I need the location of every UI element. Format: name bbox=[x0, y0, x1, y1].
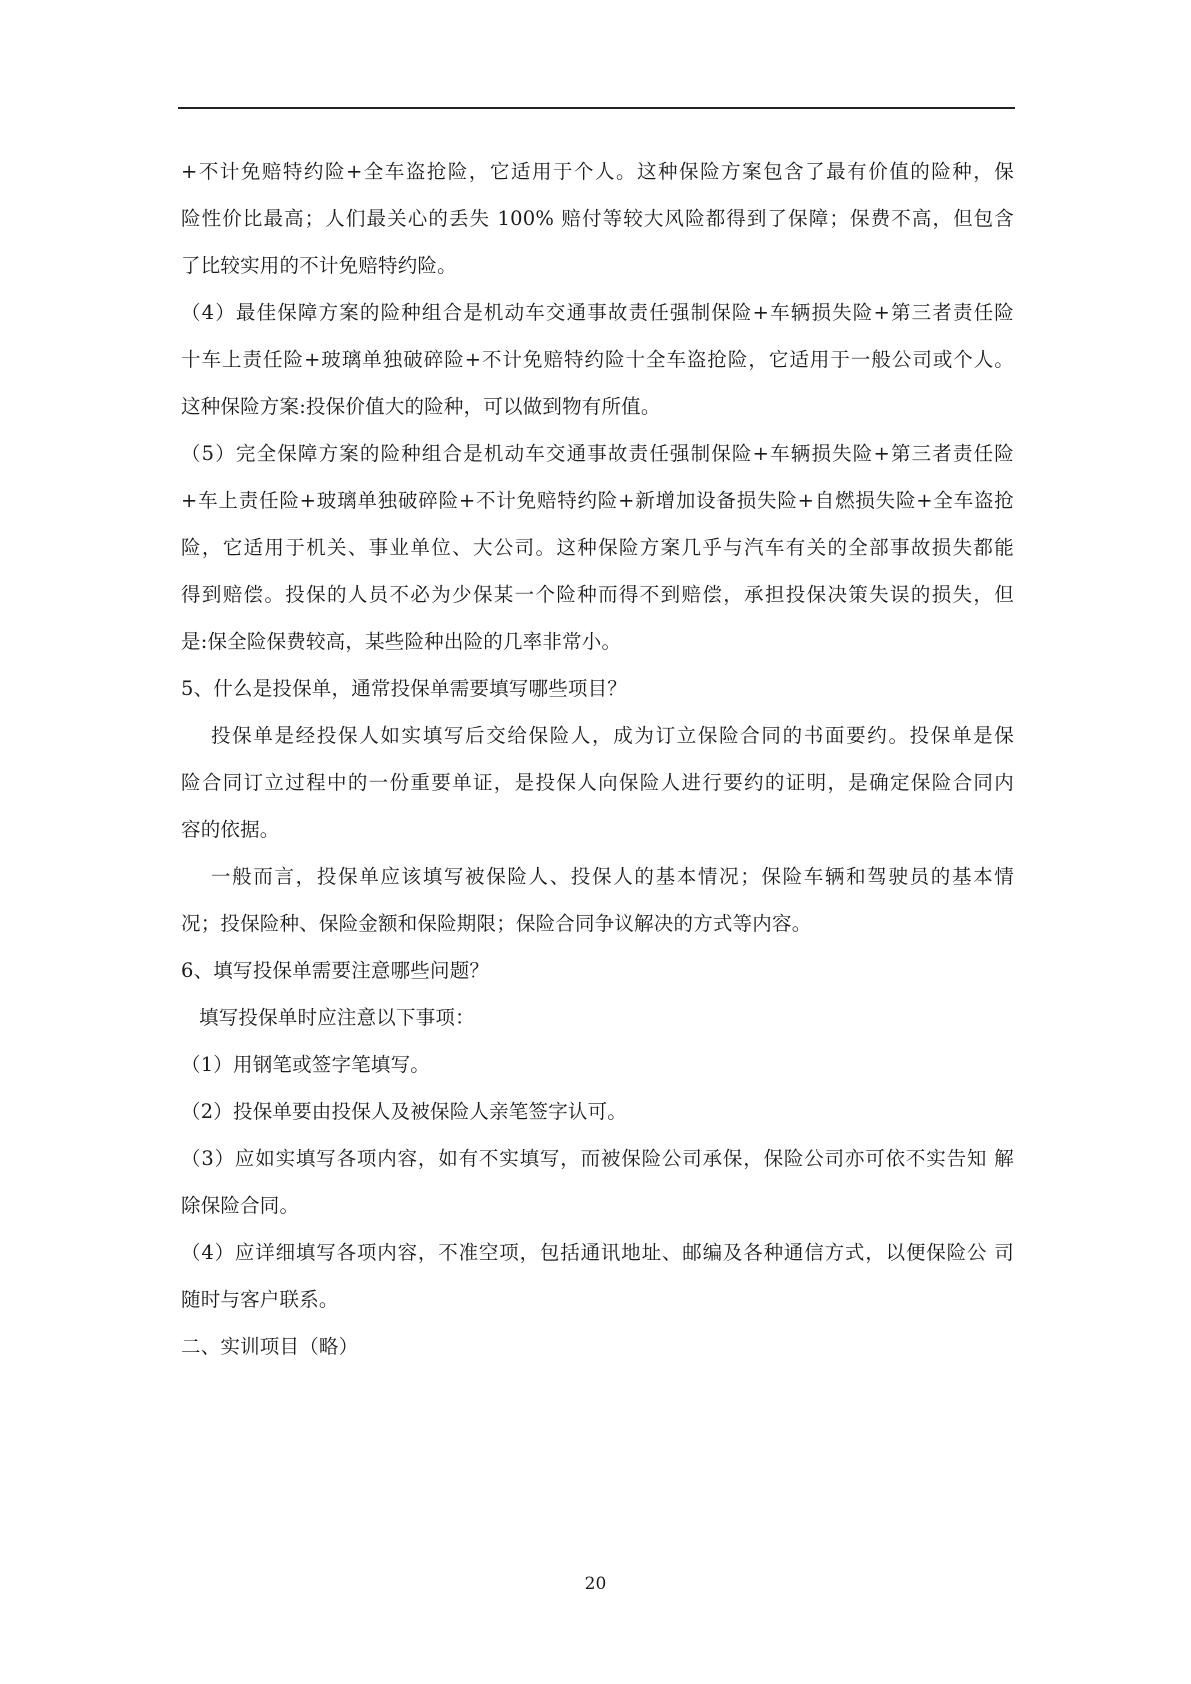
text-line: 得到赔偿。投保的人员不必为少保某一个险种而得不到赔偿，承担投保决策失误的损失，但 bbox=[181, 583, 1014, 606]
section-heading: 6、填写投保单需要注意哪些问题？ bbox=[181, 959, 490, 982]
list-item: （4）应详细填写各项内容，不准空项，包括通讯地址、邮编及各种通信方式，以便保险公 司 bbox=[181, 1241, 1014, 1264]
header-rule bbox=[178, 107, 1015, 109]
section-heading: 5、什么是投保单，通常投保单需要填写哪些项目？ bbox=[181, 677, 628, 700]
text-line: 是:保全险保费较高，某些险种出险的几率非常小。 bbox=[181, 630, 622, 653]
text-line: 况；投保险种、保险金额和保险期限；保险合同争议解决的方式等内容。 bbox=[181, 912, 812, 935]
list-item: （1）用钢笔或签字笔填写。 bbox=[181, 1053, 431, 1076]
text-line: 险合同订立过程中的一份重要单证，是投保人向保险人进行要约的证明，是确定保险合同内 bbox=[181, 771, 1014, 794]
text-line: 这种保险方案:投保价值大的险种，可以做到物有所值。 bbox=[181, 395, 661, 418]
text-line: 随时与客户联系。 bbox=[181, 1288, 339, 1311]
text-line: 险性价比最高；人们最关心的丢失 100% 赔付等较大风险都得到了保障；保费不高，但包含 bbox=[181, 207, 1014, 230]
text-line: 容的依据。 bbox=[181, 818, 280, 841]
text-line: 除保险合同。 bbox=[181, 1194, 300, 1217]
document-body bbox=[181, 148, 1014, 1370]
text-line: 险，它适用于机关、事业单位、大公司。这种保险方案几乎与汽车有关的全部事故损失都能 bbox=[181, 536, 1014, 559]
text-line: +不计免赔特约险+全车盗抢险，它适用于个人。这种保险方案包含了最有价值的险种，保 bbox=[181, 160, 1014, 183]
page-number: 20 bbox=[584, 1574, 607, 1594]
text-line: （4）最佳保障方案的险种组合是机动车交通事故责任强制保险+车辆损失险+第三者责任险 bbox=[181, 301, 1014, 324]
text-line: 填写投保单时应注意以下事项： bbox=[199, 1006, 475, 1029]
text-line: 了比较实用的不计免赔特约险。 bbox=[181, 254, 457, 277]
text-line: 投保单是经投保人如实填写后交给保险人，成为订立保险合同的书面要约。投保单是保 bbox=[211, 724, 1014, 747]
text-line: （5）完全保障方案的险种组合是机动车交通事故责任强制保险+车辆损失险+第三者责任险 bbox=[181, 442, 1014, 465]
text-line: +车上责任险+玻璃单独破碎险+不计免赔特约险+新增加设备损失险+自燃损失险+全车盗抢 bbox=[181, 489, 1014, 512]
list-item: （2）投保单要由投保人及被保险人亲笔签字认可。 bbox=[181, 1100, 628, 1123]
text-line: 十车上责任险+玻璃单独破碎险+不计免赔特约险十全车盗抢险，它适用于一般公司或个人。 bbox=[181, 348, 1014, 371]
list-item: （3）应如实填写各项内容，如有不实填写，而被保险公司承保，保险公司亦可依不实告知 解 bbox=[181, 1147, 1014, 1170]
section-heading: 二、实训项目（略） bbox=[181, 1335, 359, 1358]
text-line: 一般而言，投保单应该填写被保险人、投保人的基本情况；保险车辆和驾驶员的基本情 bbox=[211, 865, 1014, 888]
